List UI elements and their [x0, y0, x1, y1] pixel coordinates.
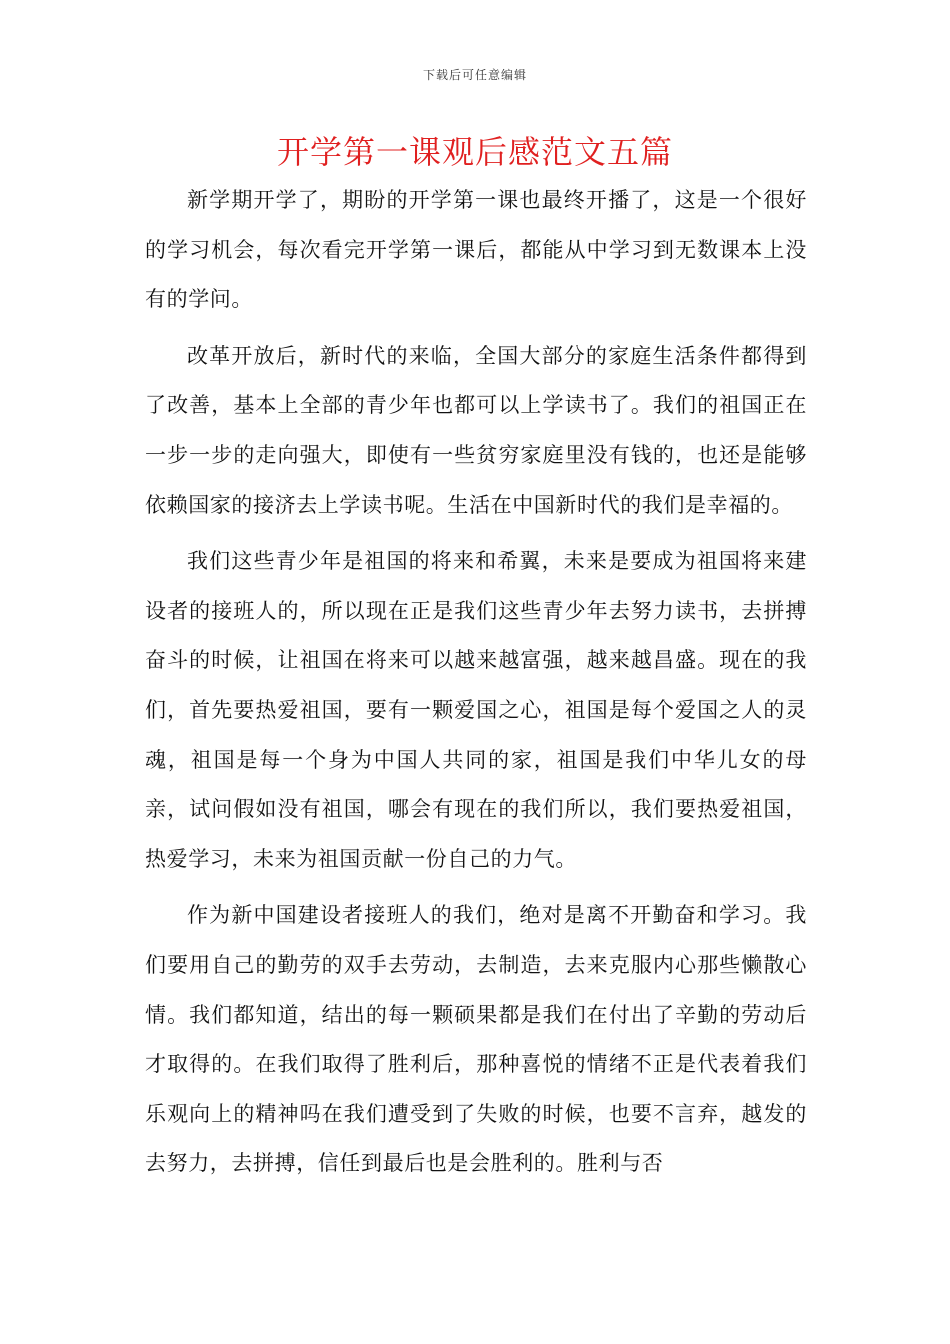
document-title: 开学第一课观后感范文五篇	[276, 133, 673, 171]
paragraph-2: 改革开放后，新时代的来临，全国大部分的家庭生活条件都得到了改善，基本上全部的青少年也都可以上学读书了。我们的祖国正在一步一步的走向强大，即使有一些贫穷家庭里没有钱的，也还是能够依赖国家的接济去上学读书呢。生活在中国新时代的我们是幸福的。	[145, 343, 807, 517]
paragraph-4: 作为新中国建设者接班人的我们，绝对是离不开勤奋和学习。我们要用自己的勤劳的双手去劳动，去制造，去来克服内心那些懒散心情。我们都知道，结出的每一颗硕果都是我们在付出了辛勤的劳动后才取得的。在我们取得了胜利后，那种喜悦的情绪不正是代表着我们乐观向上的精神吗在我们遭受到了失败的时候，也要不言弃，越发的去努力，去拼搏，信任到最后也是会胜利的。胜利与否	[145, 903, 807, 1176]
paragraph-1: 新学期开学了，期盼的开学第一课也最终开播了，这是一个很好的学习机会，每次看完开学第一课后，都能从中学习到无数课本上没有的学问。	[145, 188, 807, 312]
document-body	[145, 176, 807, 1196]
paragraph-3: 我们这些青少年是祖国的将来和希翼，未来是要成为祖国将来建设者的接班人的，所以现在正是我们这些青少年去努力读书，去拼搏奋斗的时候，让祖国在将来可以越来越富强，越来越昌盛。现在的我们，首先要热爱祖国，要有一颗爱国之心，祖国是每个爱国之人的灵魂，祖国是每一个身为中国人共同的家，祖国是我们中华儿女的母亲，试问假如没有祖国，哪会有现在的我们所以，我们要热爱祖国，热爱学习，未来为祖国贡献一份自己的力气。	[145, 549, 807, 871]
page-header: 下载后可任意编辑	[422, 68, 527, 82]
